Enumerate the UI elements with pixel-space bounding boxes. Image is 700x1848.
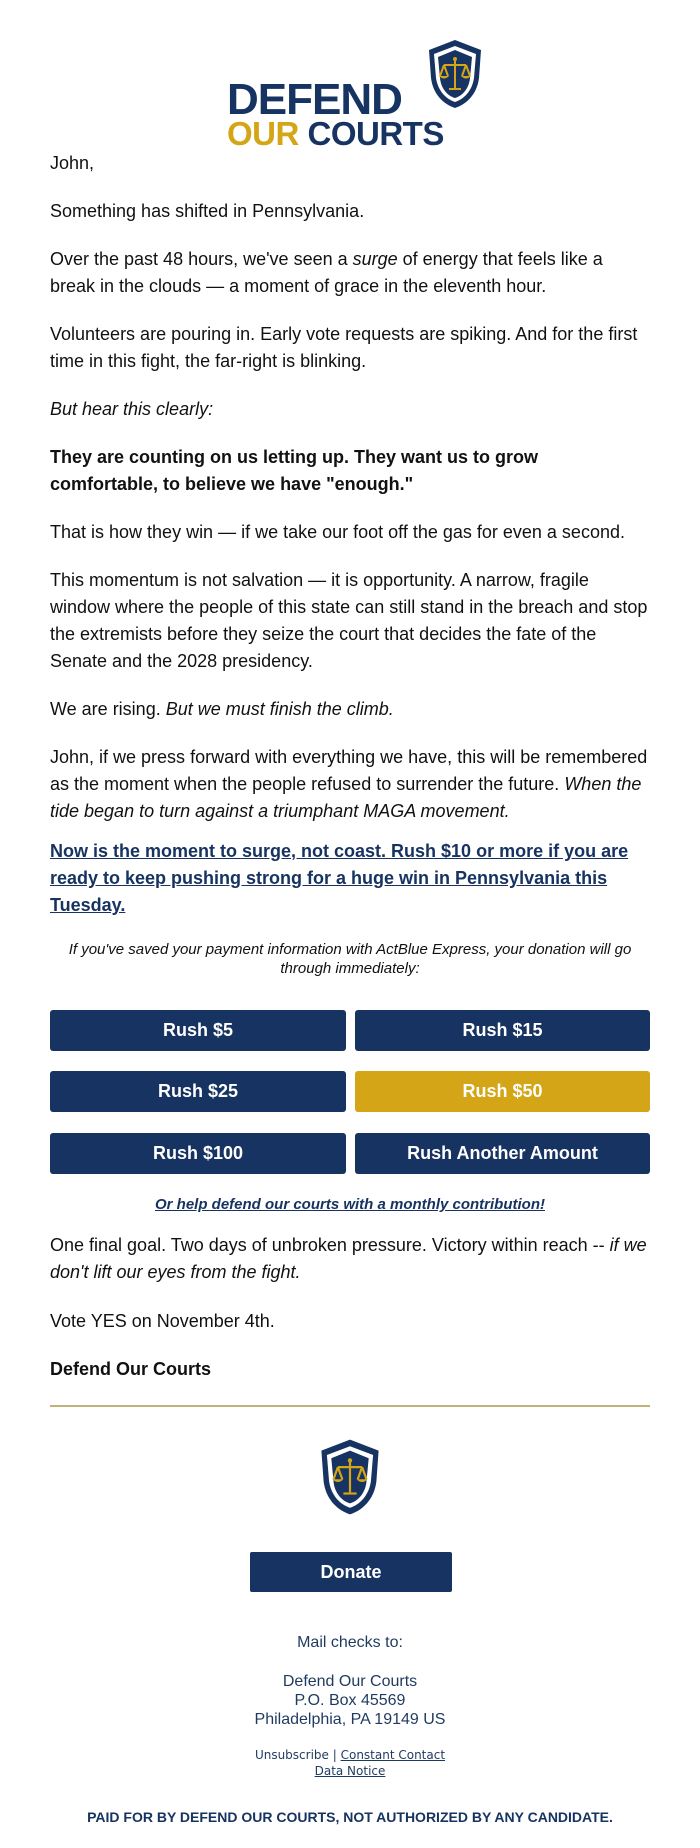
- letter-paragraph-4: But hear this clearly:: [50, 399, 214, 419]
- letter-paragraph-2: [50, 246, 650, 300]
- cta-link[interactable]: Now is the moment to surge, not coast. Rush $10 or more if you are ready to keep pushing strong for a huge win in Pennsylvania this Tuesday.: [50, 841, 629, 915]
- actblue-note: If you've saved your payment information with ActBlue Express, your donation will go through immediately:: [68, 941, 632, 977]
- monthly-contribution-link[interactable]: Or help defend our courts with a monthly contribution!: [155, 1196, 545, 1213]
- p2-text-b: of energy that feels like a break in the clouds — a moment of grace in the eleventh hour.: [50, 249, 603, 296]
- footer-shield-icon: [317, 1437, 383, 1517]
- p8-text: We are rising.: [50, 699, 166, 719]
- header-logo[interactable]: [0, 40, 700, 152]
- rush-25-button[interactable]: Rush $25: [50, 1071, 346, 1112]
- rush-5-button[interactable]: Rush $5: [50, 1010, 346, 1051]
- constant-contact-link[interactable]: Constant Contact: [340, 1748, 446, 1762]
- paid-for-disclaimer: PAID FOR BY DEFEND OUR COURTS, NOT AUTHORIZED BY ANY CANDIDATE.: [87, 1809, 613, 1825]
- logo-word-courts: COURTS: [307, 115, 444, 152]
- data-notice-row: [0, 1763, 700, 1779]
- letter-paragraph-8: [50, 696, 650, 723]
- letter-paragraph-6: That is how they win — if we take our foot off the gas for even a second.: [50, 522, 625, 542]
- signature: Defend Our Courts: [50, 1359, 212, 1379]
- mail-org-name: Defend Our Courts: [282, 1673, 418, 1690]
- link-separator: |: [328, 1748, 341, 1762]
- closing-emphasis: if we don't lift our eyes from the fight.: [50, 1235, 647, 1282]
- letter-paragraph-7: This momentum is not salvation — it is opportunity. A narrow, fragile window where the people of this state can still stand in the breach and stop the extremists before they seize the court that decides the fate of the Senate and the 2028 presidency.: [50, 570, 648, 671]
- p8-emphasis: But we must finish the climb.: [165, 699, 394, 719]
- letter-paragraph-1: Something has shifted in Pennsylvania.: [50, 201, 365, 221]
- p9-text: John, if we press forward with everything we have, this will be remembered as the moment when the people refused to surrender the future.: [50, 747, 648, 794]
- vote-yes-line: Vote YES on November 4th.: [50, 1311, 275, 1331]
- p2-text-a: Over the past 48 hours, we've seen a: [50, 249, 353, 269]
- letter-paragraph-5: They are counting on us letting up. They want us to grow comfortable, to believe we have "enough.": [50, 447, 539, 494]
- donate-button[interactable]: Donate: [250, 1552, 452, 1592]
- rush-100-button[interactable]: Rush $100: [50, 1133, 346, 1174]
- letter-greeting: John,: [50, 153, 95, 173]
- data-notice-link[interactable]: Data Notice: [314, 1764, 386, 1778]
- mail-city: Philadelphia, PA 19149 US: [254, 1711, 446, 1728]
- letter-paragraph-9: [50, 744, 650, 825]
- mail-checks-label: Mail checks to:: [297, 1634, 403, 1651]
- closing-text: One final goal. Two days of unbroken pressure. Victory within reach --: [50, 1235, 610, 1255]
- rush-other-amount-button[interactable]: Rush Another Amount: [355, 1133, 650, 1174]
- closing-paragraph: [50, 1232, 650, 1286]
- footer-links-row: [0, 1747, 700, 1763]
- shield-scales-icon: [425, 38, 485, 110]
- rush-50-button[interactable]: Rush $50: [355, 1071, 650, 1112]
- logo-word-our: OUR: [227, 115, 299, 152]
- letter-paragraph-3: Volunteers are pouring in. Early vote requests are spiking. And for the first time in this fight, the far-right is blinking.: [50, 324, 638, 371]
- logo-line-our-courts: [227, 115, 444, 152]
- mail-po-box: P.O. Box 45569: [294, 1692, 406, 1709]
- footer-divider: [50, 1405, 650, 1407]
- logo-line-defend: DEFEND: [227, 75, 402, 124]
- p2-emphasis: surge: [352, 249, 398, 269]
- rush-15-button[interactable]: Rush $15: [355, 1010, 650, 1051]
- unsubscribe-link[interactable]: Unsubscribe: [254, 1748, 329, 1762]
- p9-emphasis: When the tide began to turn against a triumphant MAGA movement.: [50, 774, 642, 821]
